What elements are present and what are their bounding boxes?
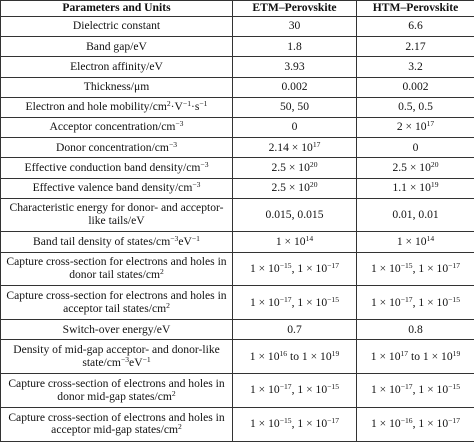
header-parameters: Parameters and Units <box>1 1 233 17</box>
etm-cell: $1 \times 10^{-17}$, $1 \times 10^{-15}$ <box>233 286 357 320</box>
htm-cell: $1 \times 10^{-16}$, $1 \times 10^{-17}$ <box>357 408 474 442</box>
htm-cell: 2.17 <box>357 37 474 57</box>
etm-cell: $2.14 \times 10^{17}$ <box>233 138 357 158</box>
param-cell: Effective conduction band density/$cm^{-3}$ <box>1 158 233 178</box>
table-row <box>1 178 474 198</box>
table-row <box>1 97 474 117</box>
table-row <box>1 158 474 178</box>
htm-cell: $2.5 \times 10^{20}$ <box>357 158 474 178</box>
htm-cell: $1 \times 10^{-15}$, $1 \times 10^{-17}$ <box>357 252 474 286</box>
param-cell: Band gap/eV <box>1 37 233 57</box>
exponent: −1 <box>143 355 151 364</box>
param-cell: Thickness/μm <box>1 77 233 97</box>
exponent: −17 <box>401 382 413 391</box>
table-row <box>1 408 474 442</box>
table-row <box>1 57 474 77</box>
exponent: −17 <box>280 295 292 304</box>
exponent: 14 <box>306 234 314 243</box>
header-etm: ETM–Perovskite <box>233 1 357 17</box>
etm-cell: 3.93 <box>233 57 357 77</box>
param-cell: Capture cross-section for electrons and holes in acceptor tail states/$cm^2$ <box>1 286 233 320</box>
etm-cell: 0.7 <box>233 320 357 340</box>
exponent: −17 <box>327 261 339 270</box>
exponent: −15 <box>280 416 292 425</box>
etm-cell: $1 \times 10^{-15}$, $1 \times 10^{-17}$ <box>233 252 357 286</box>
exponent: −17 <box>448 416 460 425</box>
htm-cell: $1 \times 10^{17}$ to $1 \times 10^{19}$ <box>357 340 474 374</box>
table-row <box>1 37 474 57</box>
exponent: 2 <box>166 301 170 310</box>
etm-cell: 30 <box>233 17 357 37</box>
exponent: 19 <box>431 180 439 189</box>
htm-cell: 0 <box>357 138 474 158</box>
htm-cell: 0.8 <box>357 320 474 340</box>
table-row <box>1 374 474 408</box>
htm-cell: $1.1 \times 10^{19}$ <box>357 178 474 198</box>
param-cell: Acceptor concentration/$cm^{-3}$ <box>1 117 233 137</box>
table-row <box>1 138 474 158</box>
htm-cell: $2 \times 10^{17}$ <box>357 117 474 137</box>
etm-cell: 0.015, 0.015 <box>233 198 357 232</box>
exponent: −1 <box>199 99 207 108</box>
etm-cell: $1 \times 10^{16}$ to $1 \times 10^{19}$ <box>233 340 357 374</box>
exponent: −3 <box>192 180 200 189</box>
exponent: −3 <box>169 140 177 149</box>
exponent: −3 <box>170 234 178 243</box>
exponent: −17 <box>401 295 413 304</box>
etm-cell: $2.5 \times 10^{20}$ <box>233 158 357 178</box>
param-cell: Band tail density of states/$cm^{-3}eV^{-1}$ <box>1 232 233 252</box>
param-cell: Donor concentration/$cm^{-3}$ <box>1 138 233 158</box>
exponent: −3 <box>121 355 129 364</box>
etm-cell: $1 \times 10^{14}$ <box>233 232 357 252</box>
exponent: −15 <box>280 261 292 270</box>
header-htm: HTM–Perovskite <box>357 1 474 17</box>
exponent: 2 <box>160 267 164 276</box>
exponent: −3 <box>200 160 208 169</box>
param-cell: Electron and hole mobility/$cm^2\cdot V^{-1}\cdot s^{-1}$ <box>1 97 233 117</box>
etm-cell: $1 \times 10^{-17}$, $1 \times 10^{-15}$ <box>233 374 357 408</box>
exponent: −1 <box>183 99 191 108</box>
exponent: 14 <box>427 234 435 243</box>
exponent: 19 <box>453 349 461 358</box>
param-cell: Effective valence band density/$cm^{-3}$ <box>1 178 233 198</box>
param-cell: Density of mid-gap acceptor- and donor-like state/$cm^{-3}eV^{-1}$ <box>1 340 233 374</box>
exponent: 19 <box>332 349 340 358</box>
param-cell: Switch-over energy/eV <box>1 320 233 340</box>
htm-cell: $1 \times 10^{14}$ <box>357 232 474 252</box>
table-row <box>1 77 474 97</box>
etm-cell: $1 \times 10^{-15}$, $1 \times 10^{-17}$ <box>233 408 357 442</box>
table-row <box>1 232 474 252</box>
exponent: −15 <box>327 382 339 391</box>
table-row <box>1 340 474 374</box>
exponent: 20 <box>431 160 439 169</box>
param-cell: Characteristic energy for donor- and acceptor-like tails/eV <box>1 198 233 232</box>
etm-cell: 1.8 <box>233 37 357 57</box>
param-cell: Capture cross-section of electrons and holes in donor mid-gap states/$cm^2$ <box>1 374 233 408</box>
param-cell: Capture cross-section of electrons and holes in acceptor mid-gap states/$cm^2$ <box>1 408 233 442</box>
htm-cell: 0.002 <box>357 77 474 97</box>
exponent: 20 <box>310 160 318 169</box>
htm-cell: 3.2 <box>357 57 474 77</box>
htm-cell: 6.6 <box>357 17 474 37</box>
exponent: −1 <box>192 234 200 243</box>
table-row <box>1 320 474 340</box>
table-row <box>1 252 474 286</box>
exponent: −17 <box>448 261 460 270</box>
table-row <box>1 286 474 320</box>
exponent: −16 <box>401 416 413 425</box>
exponent: 2 <box>178 422 182 431</box>
etm-cell: $2.5 \times 10^{20}$ <box>233 178 357 198</box>
exponent: −17 <box>327 416 339 425</box>
exponent: 17 <box>313 140 321 149</box>
exponent: −15 <box>401 261 413 270</box>
exponent: 17 <box>401 349 409 358</box>
etm-cell: 0 <box>233 117 357 137</box>
htm-cell: $1 \times 10^{-17}$, $1 \times 10^{-15}$ <box>357 286 474 320</box>
table-row <box>1 17 474 37</box>
param-cell: Capture cross-section for electrons and holes in donor tail states/$cm^2$ <box>1 252 233 286</box>
exponent: 2 <box>172 389 176 398</box>
exponent: 20 <box>310 180 318 189</box>
header-row <box>1 1 474 17</box>
exponent: −15 <box>448 382 460 391</box>
htm-cell: 0.01, 0.01 <box>357 198 474 232</box>
htm-cell: $1 \times 10^{-17}$, $1 \times 10^{-15}$ <box>357 374 474 408</box>
exponent: −15 <box>327 295 339 304</box>
table-row <box>1 117 474 137</box>
table-row <box>1 198 474 232</box>
param-cell: Electron affinity/eV <box>1 57 233 77</box>
exponent: 16 <box>280 349 288 358</box>
etm-cell: 0.002 <box>233 77 357 97</box>
exponent: 2 <box>167 99 171 108</box>
etm-cell: 50, 50 <box>233 97 357 117</box>
exponent: −15 <box>448 295 460 304</box>
exponent: 17 <box>427 119 435 128</box>
htm-cell: 0.5, 0.5 <box>357 97 474 117</box>
exponent: −17 <box>280 382 292 391</box>
param-cell: Dielectric constant <box>1 17 233 37</box>
exponent: −3 <box>175 119 183 128</box>
